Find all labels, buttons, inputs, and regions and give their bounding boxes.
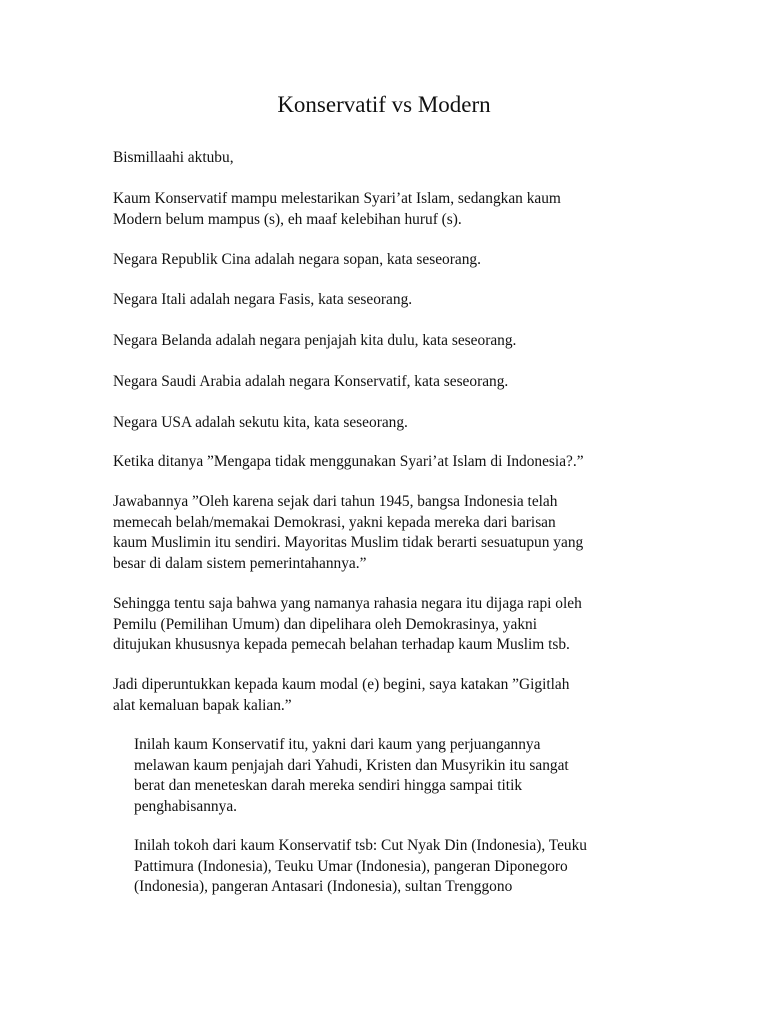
paragraph-saudi bbox=[113, 372, 673, 393]
paragraph-line: Negara Belanda adalah negara penjajah kita dulu, kata seseorang. bbox=[113, 332, 517, 349]
paragraph-line: memecah belah/memakai Demokrasi, yakni kepada mereka dari barisan bbox=[113, 513, 556, 531]
paragraph-line: alat kemaluan bapak kalian.” bbox=[113, 696, 292, 714]
paragraph-line: (Indonesia), pangeran Antasari (Indonesia), sultan Trenggono bbox=[134, 878, 513, 895]
paragraph-line: Jawabannya ”Oleh karena sejak dari tahun 1945, bangsa Indonesia telah bbox=[113, 493, 558, 510]
document-title: Konservatif vs Modern bbox=[277, 92, 491, 117]
paragraph-line: Bismillaahi aktubu, bbox=[113, 149, 234, 166]
paragraph-line: Kaum Konservatif mampu melestarikan Syari’at Islam, sedangkan kaum bbox=[113, 190, 561, 207]
paragraph-line: besar di dalam sistem pemerintahannya.” bbox=[113, 554, 367, 572]
paragraph-line: Modern belum mampus (s), eh maaf kelebihan huruf (s). bbox=[113, 210, 462, 228]
paragraph-kaum-konservatif bbox=[134, 735, 674, 817]
paragraph-line: Jadi diperuntukkan kepada kaum modal (e) begini, saya katakan ”Gigitlah bbox=[113, 676, 570, 693]
paragraph-line: Pemilu (Pemilihan Umum) dan dipelihara oleh Demokrasinya, yakni bbox=[113, 615, 538, 633]
paragraph-itali bbox=[113, 290, 673, 311]
paragraph-line: Ketika ditanya ”Mengapa tidak menggunakan Syari’at Islam di Indonesia?.” bbox=[113, 453, 584, 470]
paragraph-line: berat dan meneteskan darah mereka sendiri hingga sampai titik bbox=[134, 777, 523, 794]
paragraph-question bbox=[113, 452, 673, 473]
paragraph-line: penghabisannya. bbox=[134, 797, 237, 815]
paragraph-tokoh bbox=[134, 836, 674, 898]
paragraph-line: Negara USA adalah sekutu kita, kata seseorang. bbox=[113, 414, 408, 431]
paragraph-kaum-modal bbox=[113, 675, 673, 716]
paragraph-line: Negara Saudi Arabia adalah negara Konservatif, kata seseorang. bbox=[113, 373, 509, 390]
paragraph-line: kaum Muslimin itu sendiri. Mayoritas Muslim tidak berarti sesuatupun yang bbox=[113, 534, 584, 551]
paragraph-greeting bbox=[113, 148, 673, 169]
paragraph-line: ditujukan khususnya kepada pemecah belahan terhadap kaum Muslim tsb. bbox=[113, 636, 570, 653]
paragraph-line: Negara Itali adalah negara Fasis, kata seseorang. bbox=[113, 291, 413, 308]
paragraph-line: Inilah kaum Konservatif itu, yakni dari kaum yang perjuangannya bbox=[134, 736, 541, 753]
paragraph-line: Pattimura (Indonesia), Teuku Umar (Indonesia), pangeran Diponegoro bbox=[134, 857, 568, 875]
paragraph-line: Sehingga tentu saja bahwa yang namanya rahasia negara itu dijaga rapi oleh bbox=[113, 595, 582, 612]
paragraph-cina bbox=[113, 250, 673, 271]
paragraph-line: melawan kaum penjajah dari Yahudi, Kristen dan Musyrikin itu sangat bbox=[134, 756, 569, 774]
paragraph-rahasia-negara bbox=[113, 594, 673, 656]
paragraph-konservatif-intro bbox=[113, 189, 673, 230]
paragraph-answer bbox=[113, 492, 673, 574]
paragraph-belanda bbox=[113, 331, 673, 352]
paragraph-line: Negara Republik Cina adalah negara sopan, kata seseorang. bbox=[113, 251, 481, 268]
paragraph-line: Inilah tokoh dari kaum Konservatif tsb: Cut Nyak Din (Indonesia), Teuku bbox=[134, 837, 588, 854]
paragraph-usa bbox=[113, 413, 673, 434]
